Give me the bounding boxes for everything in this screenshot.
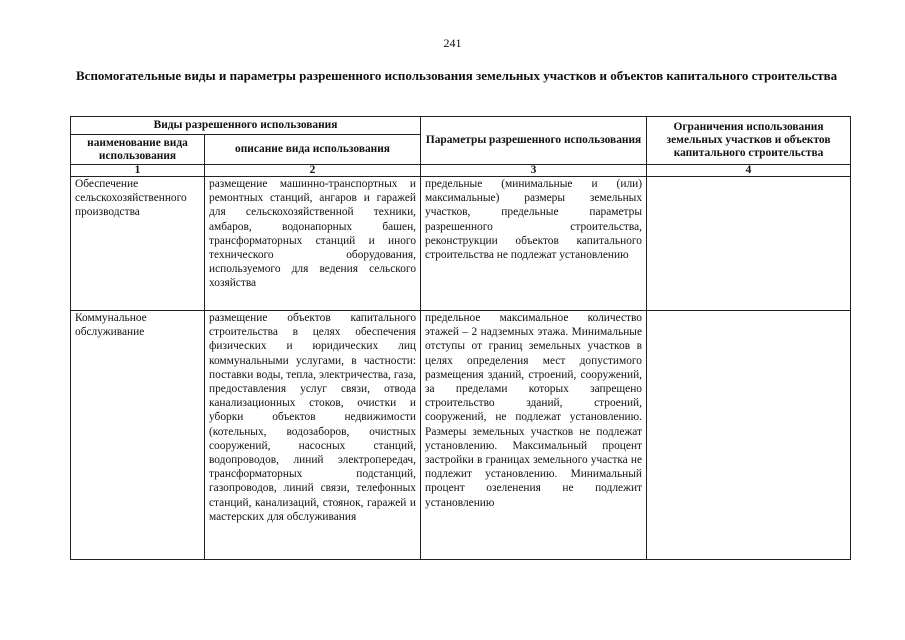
column-number: 4 [647, 165, 851, 177]
land-use-table [70, 116, 851, 560]
header-use-name: наименование вида использования [71, 135, 205, 165]
use-description-text: размещение объектов капитального строительства в целях обеспечения физических и юридических лиц коммунальными услугами, в частности: поставки воды, тепла, электричества, газа, предоставления услуг связи, отвода канализационных стоков, очистки и уборки объектов недвижимости (котельных, водозаборов, очистных сооружений, насосных станций, водопроводов, линий электропередач, трансформаторных подстанций, газопроводов, линий связи, телефонных станций, канализаций, стоянок, гаражей и мастерских для обслуживания [209, 312, 417, 523]
column-number: 1 [71, 165, 205, 177]
header-use-description: описание вида использования [205, 135, 421, 165]
use-description-cell: размещение машинно-транспортных и ремонтных станций, ангаров и гаражей для сельскохозяйственной техники, амбаров, водонапорных башен, трансформаторных станций и иного технического оборудования, используемого для ведения сельского хозяйства [205, 177, 421, 311]
column-number: 2 [205, 165, 421, 177]
params-cell: предельные (минимальные и (или) максимальные) размеры земельных участков, предельные параметры разрешенного строительства, реконструкции объектов капитального строительства не подлежат установлению [421, 177, 647, 311]
table-row [71, 311, 851, 560]
header-restrictions: Ограничения использования земельных участков и объектов капитального строительства [647, 117, 851, 165]
params-cell [421, 311, 647, 560]
use-name-cell: Обеспечение сельскохозяйственного производства [71, 177, 205, 311]
header-params: Параметры разрешенного использования [421, 117, 647, 165]
use-name-cell: Коммунальное обслуживание [71, 311, 205, 560]
page-number: 241 [443, 36, 462, 50]
table-row [71, 177, 851, 311]
header-use-types: Виды разрешенного использования [71, 117, 421, 135]
use-description-cell [205, 311, 421, 560]
column-number: 3 [421, 165, 647, 177]
restrictions-cell [647, 177, 851, 311]
page-title: Вспомогательные виды и параметры разрешенного использования земельных участков и объектов капитального строительства [76, 68, 838, 83]
restrictions-cell [647, 311, 851, 560]
params-text: предельное максимальное количество этажей – 2 надземных этажа. Минимальные отступы от границ земельных участков в целях определения мест допустимого размещения зданий, строений, сооружений, за пределами которых запрещено строительство зданий, строений, сооружений, не подлежат установлению. Размеры земельных участков не подлежат установлению. Максимальный процент застройки в границах земельного участка не подлежит установлению. Минимальный процент озеленения не подлежит установлению [425, 312, 643, 509]
